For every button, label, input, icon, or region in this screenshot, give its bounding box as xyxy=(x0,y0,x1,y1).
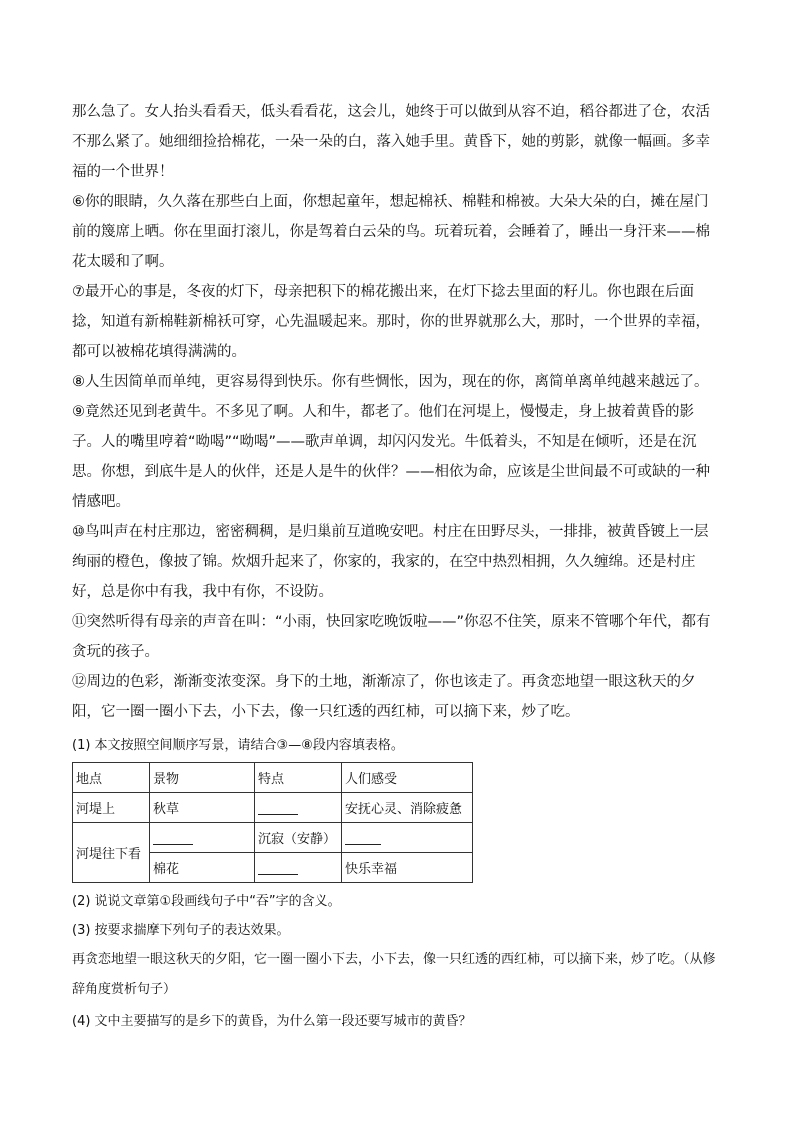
answer-blank[interactable] xyxy=(258,800,298,815)
paragraph-12: ⑫周边的色彩，渐渐变浓变深。身下的土地，渐渐凉了，你也该走了。再贪恋地望一眼这秋天的夕阳，它一圈一圈小下去，小下去，像一只红透的西红柿，可以摘下来，炒了吃。 xyxy=(72,674,696,720)
table-header-cell: 特点 xyxy=(255,763,342,793)
table-cell-blank[interactable] xyxy=(255,793,342,823)
answer-blank[interactable] xyxy=(153,830,193,845)
paragraph-7: ⑦最开心的事是，冬夜的灯下，母亲把积下的棉花搬出来，在灯下捻去里面的籽儿。你也跟在后面捻，知道有新棉鞋新棉袄可穿，心先温暖起来。那时，你的世界就那么大，那时，一个世界的幸福，都可以被棉花填得满满的。 xyxy=(72,284,710,360)
question-3: (3) 按要求揣摩下列句子的表达效果。 xyxy=(72,923,290,938)
paragraph-11: ⑪突然听得有母亲的声音在叫：“小雨，快回家吃晚饭啦——”你忍不住笑，原来不管哪个年代，都有贪玩的孩子。 xyxy=(72,614,711,660)
table-cell: 棉花 xyxy=(150,853,255,883)
table-cell-blank[interactable] xyxy=(150,823,255,853)
question-3-sentence: 再贪恋地望一眼这秋天的夕阳，它一圈一圈小下去，小下去，像一只红透的西红柿，可以摘下来，炒了吃。（从修辞角度赏析句子） xyxy=(72,952,716,997)
answer-blank[interactable] xyxy=(345,830,381,845)
answer-table xyxy=(72,762,473,883)
table-row xyxy=(73,793,473,823)
paragraph-continued: 那么急了。女人抬头看看天，低头看看花，这会儿，她终于可以做到从容不迫，稻谷都进了仓，农活不那么紧了。她细细捡拾棉花，一朵一朵的白，落入她手里。黄昏下，她的剪影，就像一幅画。多幸福的一个世界！ xyxy=(72,104,710,180)
paragraph-10: ⑩鸟叫声在村庄那边，密密稠稠，是归巢前互道晚安吧。村庄在田野尽头，一排排，被黄昏镀上一层绚丽的橙色，像披了锦。炊烟升起来了，你家的，我家的，在空中热烈相拥，久久缠绵。还是村庄好，总是你中有我，我中有你，不设防。 xyxy=(72,524,709,600)
table-header-cell: 景物 xyxy=(150,763,255,793)
table-cell: 秋草 xyxy=(150,793,255,823)
table-cell-blank[interactable] xyxy=(255,853,342,883)
paragraph-8: ⑧人生因简单而单纯，更容易得到快乐。你有些惆怅，因为，现在的你，离简单离单纯越来越远了。 xyxy=(72,374,709,390)
paragraph-6: ⑥你的眼睛，久久落在那些白上面，你想起童年，想起棉袄、棉鞋和棉被。大朵大朵的白，摊在屋门前的篾席上晒。你在里面打滚儿，你是驾着白云朵的鸟。玩着玩着，会睡着了，睡出一身汗来——棉花太暖和了啊。 xyxy=(72,194,710,270)
table-header-cell: 人们感受 xyxy=(342,763,473,793)
question-4: (4) 文中主要描写的是乡下的黄昏，为什么第一段还要写城市的黄昏？ xyxy=(72,1014,472,1029)
table-cell: 河堤上 xyxy=(73,793,150,823)
document-content xyxy=(72,0,722,1036)
question-2: (2) 说说文章第①段画线句子中“吞”字的含义。 xyxy=(72,894,341,909)
table-cell-blank[interactable] xyxy=(342,823,473,853)
table-header-cell: 地点 xyxy=(73,763,150,793)
table-header-row xyxy=(73,763,473,793)
table-cell: 沉寂（安静） xyxy=(255,823,342,853)
table-row xyxy=(73,823,473,853)
table-cell: 河堤往下看 xyxy=(73,823,150,883)
table-cell: 快乐幸福 xyxy=(342,853,473,883)
paragraph-9: ⑨竟然还见到老黄牛。不多见了啊。人和牛，都老了。他们在河堤上，慢慢走，身上披着黄昏的影子。人的嘴里哼着“呦喝”“呦喝”——歌声单调，却闪闪发光。牛低着头，不知是在倾听，还是在沉思。你想，到底牛是人的伙伴，还是人是牛的伙伴？——相依为命，应该是尘世间最不可或缺的一种情感吧。 xyxy=(72,404,710,510)
answer-blank[interactable] xyxy=(258,860,298,875)
question-1: (1) 本文按照空间顺序写景，请结合③—⑧段内容填表格。 xyxy=(72,738,404,753)
table-cell: 安抚心灵、消除疲惫 xyxy=(342,793,473,823)
